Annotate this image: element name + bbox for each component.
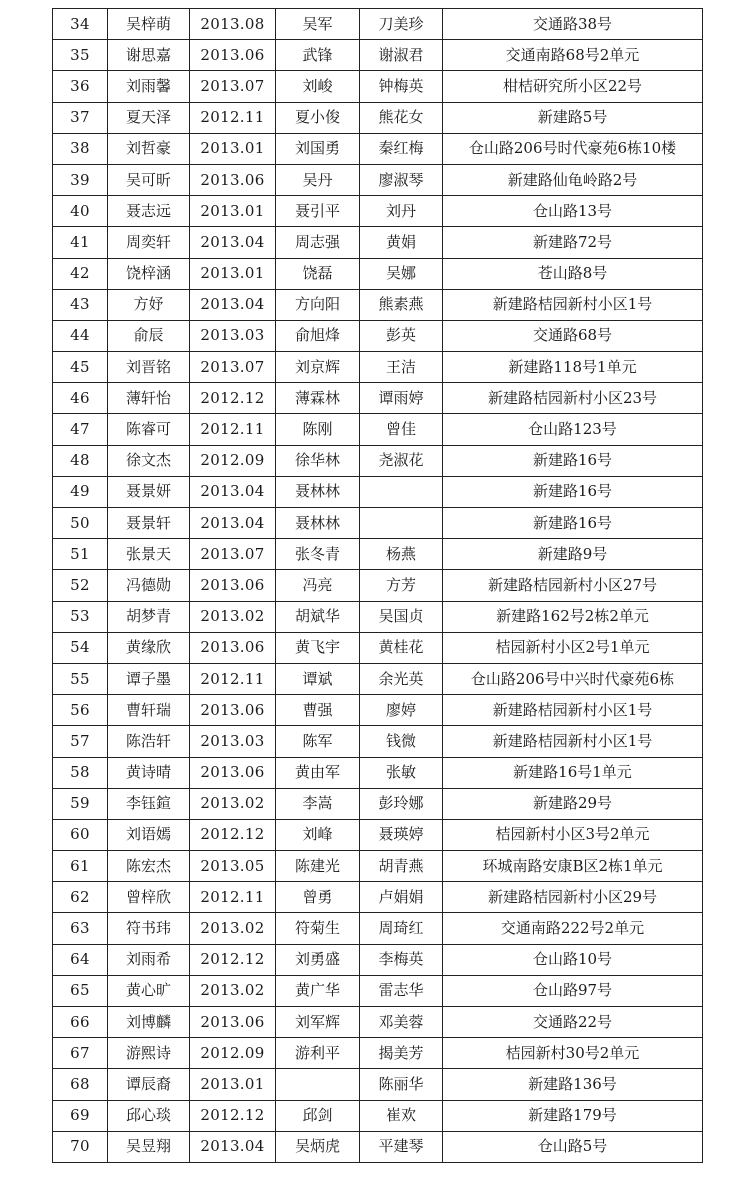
father-name-cell: 聂引平	[276, 196, 360, 227]
birth-date-cell: 2013.06	[190, 757, 276, 788]
table-row	[53, 695, 703, 726]
table-row	[53, 632, 703, 663]
student-name-cell: 黄诗晴	[108, 757, 190, 788]
table-row	[53, 476, 703, 507]
home-address-cell: 仓山路123号	[443, 414, 703, 445]
row-number-cell: 42	[53, 258, 108, 289]
table-row	[53, 570, 703, 601]
birth-date-cell: 2012.12	[190, 944, 276, 975]
row-number-cell: 66	[53, 1007, 108, 1038]
birth-date-cell: 2013.01	[190, 133, 276, 164]
student-name-cell: 刘博麟	[108, 1007, 190, 1038]
home-address-cell: 新建路5号	[443, 102, 703, 133]
student-name-cell: 周奕轩	[108, 227, 190, 258]
mother-name-cell: 谢淑君	[360, 40, 443, 71]
student-name-cell: 冯德勋	[108, 570, 190, 601]
student-name-cell: 夏天泽	[108, 102, 190, 133]
student-name-cell: 薄轩怡	[108, 383, 190, 414]
father-name-cell: 刘峻	[276, 71, 360, 102]
mother-name-cell: 彭玲娜	[360, 788, 443, 819]
table-row	[53, 788, 703, 819]
birth-date-cell: 2012.09	[190, 1038, 276, 1069]
mother-name-cell: 杨燕	[360, 539, 443, 570]
row-number-cell: 50	[53, 508, 108, 539]
birth-date-cell: 2013.05	[190, 851, 276, 882]
table-row	[53, 40, 703, 71]
row-number-cell: 55	[53, 663, 108, 694]
mother-name-cell: 熊花女	[360, 102, 443, 133]
father-name-cell: 陈军	[276, 726, 360, 757]
row-number-cell: 57	[53, 726, 108, 757]
row-number-cell: 60	[53, 819, 108, 850]
mother-name-cell: 胡青燕	[360, 851, 443, 882]
mother-name-cell: 平建琴	[360, 1131, 443, 1162]
home-address-cell: 新建路桔园新村小区27号	[443, 570, 703, 601]
mother-name-cell: 邓美蓉	[360, 1007, 443, 1038]
row-number-cell: 51	[53, 539, 108, 570]
birth-date-cell: 2013.04	[190, 1131, 276, 1162]
father-name-cell: 吴军	[276, 9, 360, 40]
home-address-cell: 新建路桔园新村小区1号	[443, 726, 703, 757]
row-number-cell: 54	[53, 632, 108, 663]
row-number-cell: 64	[53, 944, 108, 975]
father-name-cell: 刘京辉	[276, 352, 360, 383]
birth-date-cell: 2013.01	[190, 196, 276, 227]
mother-name-cell: 吴娜	[360, 258, 443, 289]
home-address-cell: 仓山路206号中兴时代豪苑6栋	[443, 663, 703, 694]
birth-date-cell: 2013.01	[190, 258, 276, 289]
student-name-cell: 谢思嘉	[108, 40, 190, 71]
student-name-cell: 黄心旷	[108, 975, 190, 1006]
row-number-cell: 39	[53, 164, 108, 195]
table-row	[53, 1038, 703, 1069]
row-number-cell: 38	[53, 133, 108, 164]
student-name-cell: 刘晋铭	[108, 352, 190, 383]
student-name-cell: 聂志远	[108, 196, 190, 227]
home-address-cell: 新建路16号	[443, 508, 703, 539]
student-name-cell: 张景天	[108, 539, 190, 570]
home-address-cell: 苍山路8号	[443, 258, 703, 289]
table-row	[53, 383, 703, 414]
birth-date-cell: 2013.04	[190, 476, 276, 507]
student-name-cell: 饶梓涵	[108, 258, 190, 289]
father-name-cell: 刘勇盛	[276, 944, 360, 975]
table-row	[53, 1007, 703, 1038]
birth-date-cell: 2013.02	[190, 975, 276, 1006]
mother-name-cell: 尧淑花	[360, 445, 443, 476]
father-name-cell: 徐华林	[276, 445, 360, 476]
mother-name-cell: 揭美芳	[360, 1038, 443, 1069]
birth-date-cell: 2013.04	[190, 227, 276, 258]
student-name-cell: 吴可昕	[108, 164, 190, 195]
home-address-cell: 桔园新村小区3号2单元	[443, 819, 703, 850]
home-address-cell: 新建路桔园新村小区29号	[443, 882, 703, 913]
student-name-cell: 符书玮	[108, 913, 190, 944]
home-address-cell: 新建路桔园新村小区1号	[443, 695, 703, 726]
mother-name-cell: 王洁	[360, 352, 443, 383]
row-number-cell: 67	[53, 1038, 108, 1069]
father-name-cell: 黄飞宇	[276, 632, 360, 663]
mother-name-cell: 聂瑛婷	[360, 819, 443, 850]
mother-name-cell: 陈丽华	[360, 1069, 443, 1100]
father-name-cell: 饶磊	[276, 258, 360, 289]
birth-date-cell: 2013.02	[190, 788, 276, 819]
table-row	[53, 289, 703, 320]
father-name-cell: 陈刚	[276, 414, 360, 445]
row-number-cell: 40	[53, 196, 108, 227]
row-number-cell: 61	[53, 851, 108, 882]
mother-name-cell: 崔欢	[360, 1100, 443, 1131]
student-name-cell: 邱心琰	[108, 1100, 190, 1131]
table-row	[53, 445, 703, 476]
mother-name-cell: 秦红梅	[360, 133, 443, 164]
table-row	[53, 819, 703, 850]
birth-date-cell: 2013.04	[190, 508, 276, 539]
home-address-cell: 仓山路10号	[443, 944, 703, 975]
student-name-cell: 胡梦青	[108, 601, 190, 632]
mother-name-cell: 张敏	[360, 757, 443, 788]
father-name-cell: 谭斌	[276, 663, 360, 694]
mother-name-cell: 彭英	[360, 320, 443, 351]
father-name-cell: 夏小俊	[276, 102, 360, 133]
birth-date-cell: 2013.08	[190, 9, 276, 40]
mother-name-cell: 黄娟	[360, 227, 443, 258]
table-row	[53, 258, 703, 289]
father-name-cell: 冯亮	[276, 570, 360, 601]
row-number-cell: 70	[53, 1131, 108, 1162]
father-name-cell: 吴炳虎	[276, 1131, 360, 1162]
birth-date-cell: 2012.11	[190, 414, 276, 445]
father-name-cell: 胡斌华	[276, 601, 360, 632]
birth-date-cell: 2012.11	[190, 102, 276, 133]
home-address-cell: 新建路仙龟岭路2号	[443, 164, 703, 195]
student-name-cell: 吴昱翔	[108, 1131, 190, 1162]
student-name-cell: 刘雨馨	[108, 71, 190, 102]
table-row	[53, 320, 703, 351]
mother-name-cell: 黄桂花	[360, 632, 443, 663]
home-address-cell: 新建路72号	[443, 227, 703, 258]
birth-date-cell: 2012.11	[190, 882, 276, 913]
birth-date-cell: 2013.06	[190, 695, 276, 726]
mother-name-cell: 刘丹	[360, 196, 443, 227]
student-name-cell: 谭辰裔	[108, 1069, 190, 1100]
mother-name-cell: 钟梅英	[360, 71, 443, 102]
mother-name-cell	[360, 508, 443, 539]
home-address-cell: 新建路16号	[443, 445, 703, 476]
father-name-cell	[276, 1069, 360, 1100]
table-row	[53, 71, 703, 102]
home-address-cell: 柑桔研究所小区22号	[443, 71, 703, 102]
row-number-cell: 41	[53, 227, 108, 258]
row-number-cell: 68	[53, 1069, 108, 1100]
birth-date-cell: 2012.12	[190, 819, 276, 850]
father-name-cell: 刘军辉	[276, 1007, 360, 1038]
row-number-cell: 69	[53, 1100, 108, 1131]
mother-name-cell: 雷志华	[360, 975, 443, 1006]
table-row	[53, 726, 703, 757]
table-row	[53, 757, 703, 788]
row-number-cell: 36	[53, 71, 108, 102]
father-name-cell: 吴丹	[276, 164, 360, 195]
home-address-cell: 新建路16号1单元	[443, 757, 703, 788]
mother-name-cell: 刀美珍	[360, 9, 443, 40]
table-row	[53, 539, 703, 570]
father-name-cell: 邱剑	[276, 1100, 360, 1131]
student-name-cell: 曹轩瑞	[108, 695, 190, 726]
father-name-cell: 黄广华	[276, 975, 360, 1006]
table-row	[53, 133, 703, 164]
home-address-cell: 桔园新村小区2号1单元	[443, 632, 703, 663]
row-number-cell: 52	[53, 570, 108, 601]
home-address-cell: 交通路38号	[443, 9, 703, 40]
row-number-cell: 37	[53, 102, 108, 133]
student-name-cell: 陈宏杰	[108, 851, 190, 882]
home-address-cell: 交通路68号	[443, 320, 703, 351]
row-number-cell: 65	[53, 975, 108, 1006]
student-name-cell: 徐文杰	[108, 445, 190, 476]
home-address-cell: 新建路118号1单元	[443, 352, 703, 383]
student-roster-table	[52, 8, 703, 1163]
row-number-cell: 46	[53, 383, 108, 414]
student-name-cell: 曾梓欣	[108, 882, 190, 913]
row-number-cell: 62	[53, 882, 108, 913]
roster-body	[53, 9, 703, 1163]
table-row	[53, 1131, 703, 1162]
table-row	[53, 9, 703, 40]
home-address-cell: 交通路22号	[443, 1007, 703, 1038]
mother-name-cell: 廖淑琴	[360, 164, 443, 195]
birth-date-cell: 2013.06	[190, 1007, 276, 1038]
mother-name-cell: 钱微	[360, 726, 443, 757]
father-name-cell: 聂林林	[276, 476, 360, 507]
table-row	[53, 663, 703, 694]
mother-name-cell: 熊素燕	[360, 289, 443, 320]
table-row	[53, 352, 703, 383]
mother-name-cell: 李梅英	[360, 944, 443, 975]
father-name-cell: 俞旭烽	[276, 320, 360, 351]
mother-name-cell	[360, 476, 443, 507]
student-name-cell: 游熙诗	[108, 1038, 190, 1069]
birth-date-cell: 2013.06	[190, 570, 276, 601]
father-name-cell: 武锋	[276, 40, 360, 71]
student-name-cell: 俞辰	[108, 320, 190, 351]
table-row	[53, 196, 703, 227]
row-number-cell: 49	[53, 476, 108, 507]
row-number-cell: 44	[53, 320, 108, 351]
row-number-cell: 43	[53, 289, 108, 320]
mother-name-cell: 廖婷	[360, 695, 443, 726]
row-number-cell: 59	[53, 788, 108, 819]
home-address-cell: 新建路136号	[443, 1069, 703, 1100]
birth-date-cell: 2012.11	[190, 663, 276, 694]
table-row	[53, 1100, 703, 1131]
father-name-cell: 刘国勇	[276, 133, 360, 164]
student-name-cell: 刘雨希	[108, 944, 190, 975]
table-row	[53, 851, 703, 882]
row-number-cell: 34	[53, 9, 108, 40]
table-row	[53, 601, 703, 632]
home-address-cell: 新建路162号2栋2单元	[443, 601, 703, 632]
home-address-cell: 新建路29号	[443, 788, 703, 819]
student-name-cell: 聂景轩	[108, 508, 190, 539]
row-number-cell: 35	[53, 40, 108, 71]
row-number-cell: 45	[53, 352, 108, 383]
home-address-cell: 环城南路安康B区2栋1单元	[443, 851, 703, 882]
father-name-cell: 游利平	[276, 1038, 360, 1069]
birth-date-cell: 2012.12	[190, 1100, 276, 1131]
father-name-cell: 方向阳	[276, 289, 360, 320]
mother-name-cell: 曾佳	[360, 414, 443, 445]
student-name-cell: 陈浩轩	[108, 726, 190, 757]
father-name-cell: 陈建光	[276, 851, 360, 882]
table-row	[53, 227, 703, 258]
mother-name-cell: 方芳	[360, 570, 443, 601]
home-address-cell: 新建路9号	[443, 539, 703, 570]
home-address-cell: 仓山路13号	[443, 196, 703, 227]
home-address-cell: 交通南路68号2单元	[443, 40, 703, 71]
table-row	[53, 1069, 703, 1100]
mother-name-cell: 谭雨婷	[360, 383, 443, 414]
row-number-cell: 63	[53, 913, 108, 944]
birth-date-cell: 2013.03	[190, 726, 276, 757]
home-address-cell: 仓山路5号	[443, 1131, 703, 1162]
home-address-cell: 新建路桔园新村小区1号	[443, 289, 703, 320]
student-name-cell: 聂景妍	[108, 476, 190, 507]
row-number-cell: 58	[53, 757, 108, 788]
home-address-cell: 新建路16号	[443, 476, 703, 507]
table-row	[53, 164, 703, 195]
table-row	[53, 913, 703, 944]
mother-name-cell: 卢娟娟	[360, 882, 443, 913]
table-row	[53, 944, 703, 975]
student-name-cell: 陈睿可	[108, 414, 190, 445]
table-row	[53, 508, 703, 539]
mother-name-cell: 余光英	[360, 663, 443, 694]
birth-date-cell: 2013.04	[190, 289, 276, 320]
father-name-cell: 黄由军	[276, 757, 360, 788]
home-address-cell: 新建路179号	[443, 1100, 703, 1131]
birth-date-cell: 2013.07	[190, 352, 276, 383]
father-name-cell: 符菊生	[276, 913, 360, 944]
student-name-cell: 李钰鍹	[108, 788, 190, 819]
father-name-cell: 张冬青	[276, 539, 360, 570]
birth-date-cell: 2013.02	[190, 601, 276, 632]
home-address-cell: 仓山路97号	[443, 975, 703, 1006]
birth-date-cell: 2013.01	[190, 1069, 276, 1100]
birth-date-cell: 2012.12	[190, 383, 276, 414]
student-name-cell: 方妤	[108, 289, 190, 320]
table-row	[53, 975, 703, 1006]
father-name-cell: 薄霖林	[276, 383, 360, 414]
row-number-cell: 48	[53, 445, 108, 476]
row-number-cell: 56	[53, 695, 108, 726]
home-address-cell: 桔园新村30号2单元	[443, 1038, 703, 1069]
birth-date-cell: 2012.09	[190, 445, 276, 476]
father-name-cell: 曾勇	[276, 882, 360, 913]
student-name-cell: 黄缘欣	[108, 632, 190, 663]
father-name-cell: 刘峰	[276, 819, 360, 850]
home-address-cell: 交通南路222号2单元	[443, 913, 703, 944]
mother-name-cell: 周琦红	[360, 913, 443, 944]
table-row	[53, 414, 703, 445]
student-name-cell: 刘哲豪	[108, 133, 190, 164]
home-address-cell: 新建路桔园新村小区23号	[443, 383, 703, 414]
student-name-cell: 谭子墨	[108, 663, 190, 694]
mother-name-cell: 吴国贞	[360, 601, 443, 632]
father-name-cell: 周志强	[276, 227, 360, 258]
birth-date-cell: 2013.06	[190, 632, 276, 663]
father-name-cell: 曹强	[276, 695, 360, 726]
student-name-cell: 吴梓萌	[108, 9, 190, 40]
birth-date-cell: 2013.03	[190, 320, 276, 351]
birth-date-cell: 2013.07	[190, 539, 276, 570]
table-row	[53, 102, 703, 133]
student-name-cell: 刘语嫣	[108, 819, 190, 850]
birth-date-cell: 2013.07	[190, 71, 276, 102]
father-name-cell: 聂林林	[276, 508, 360, 539]
row-number-cell: 47	[53, 414, 108, 445]
table-row	[53, 882, 703, 913]
birth-date-cell: 2013.02	[190, 913, 276, 944]
father-name-cell: 李嵩	[276, 788, 360, 819]
birth-date-cell: 2013.06	[190, 164, 276, 195]
row-number-cell: 53	[53, 601, 108, 632]
birth-date-cell: 2013.06	[190, 40, 276, 71]
home-address-cell: 仓山路206号时代豪苑6栋10楼	[443, 133, 703, 164]
